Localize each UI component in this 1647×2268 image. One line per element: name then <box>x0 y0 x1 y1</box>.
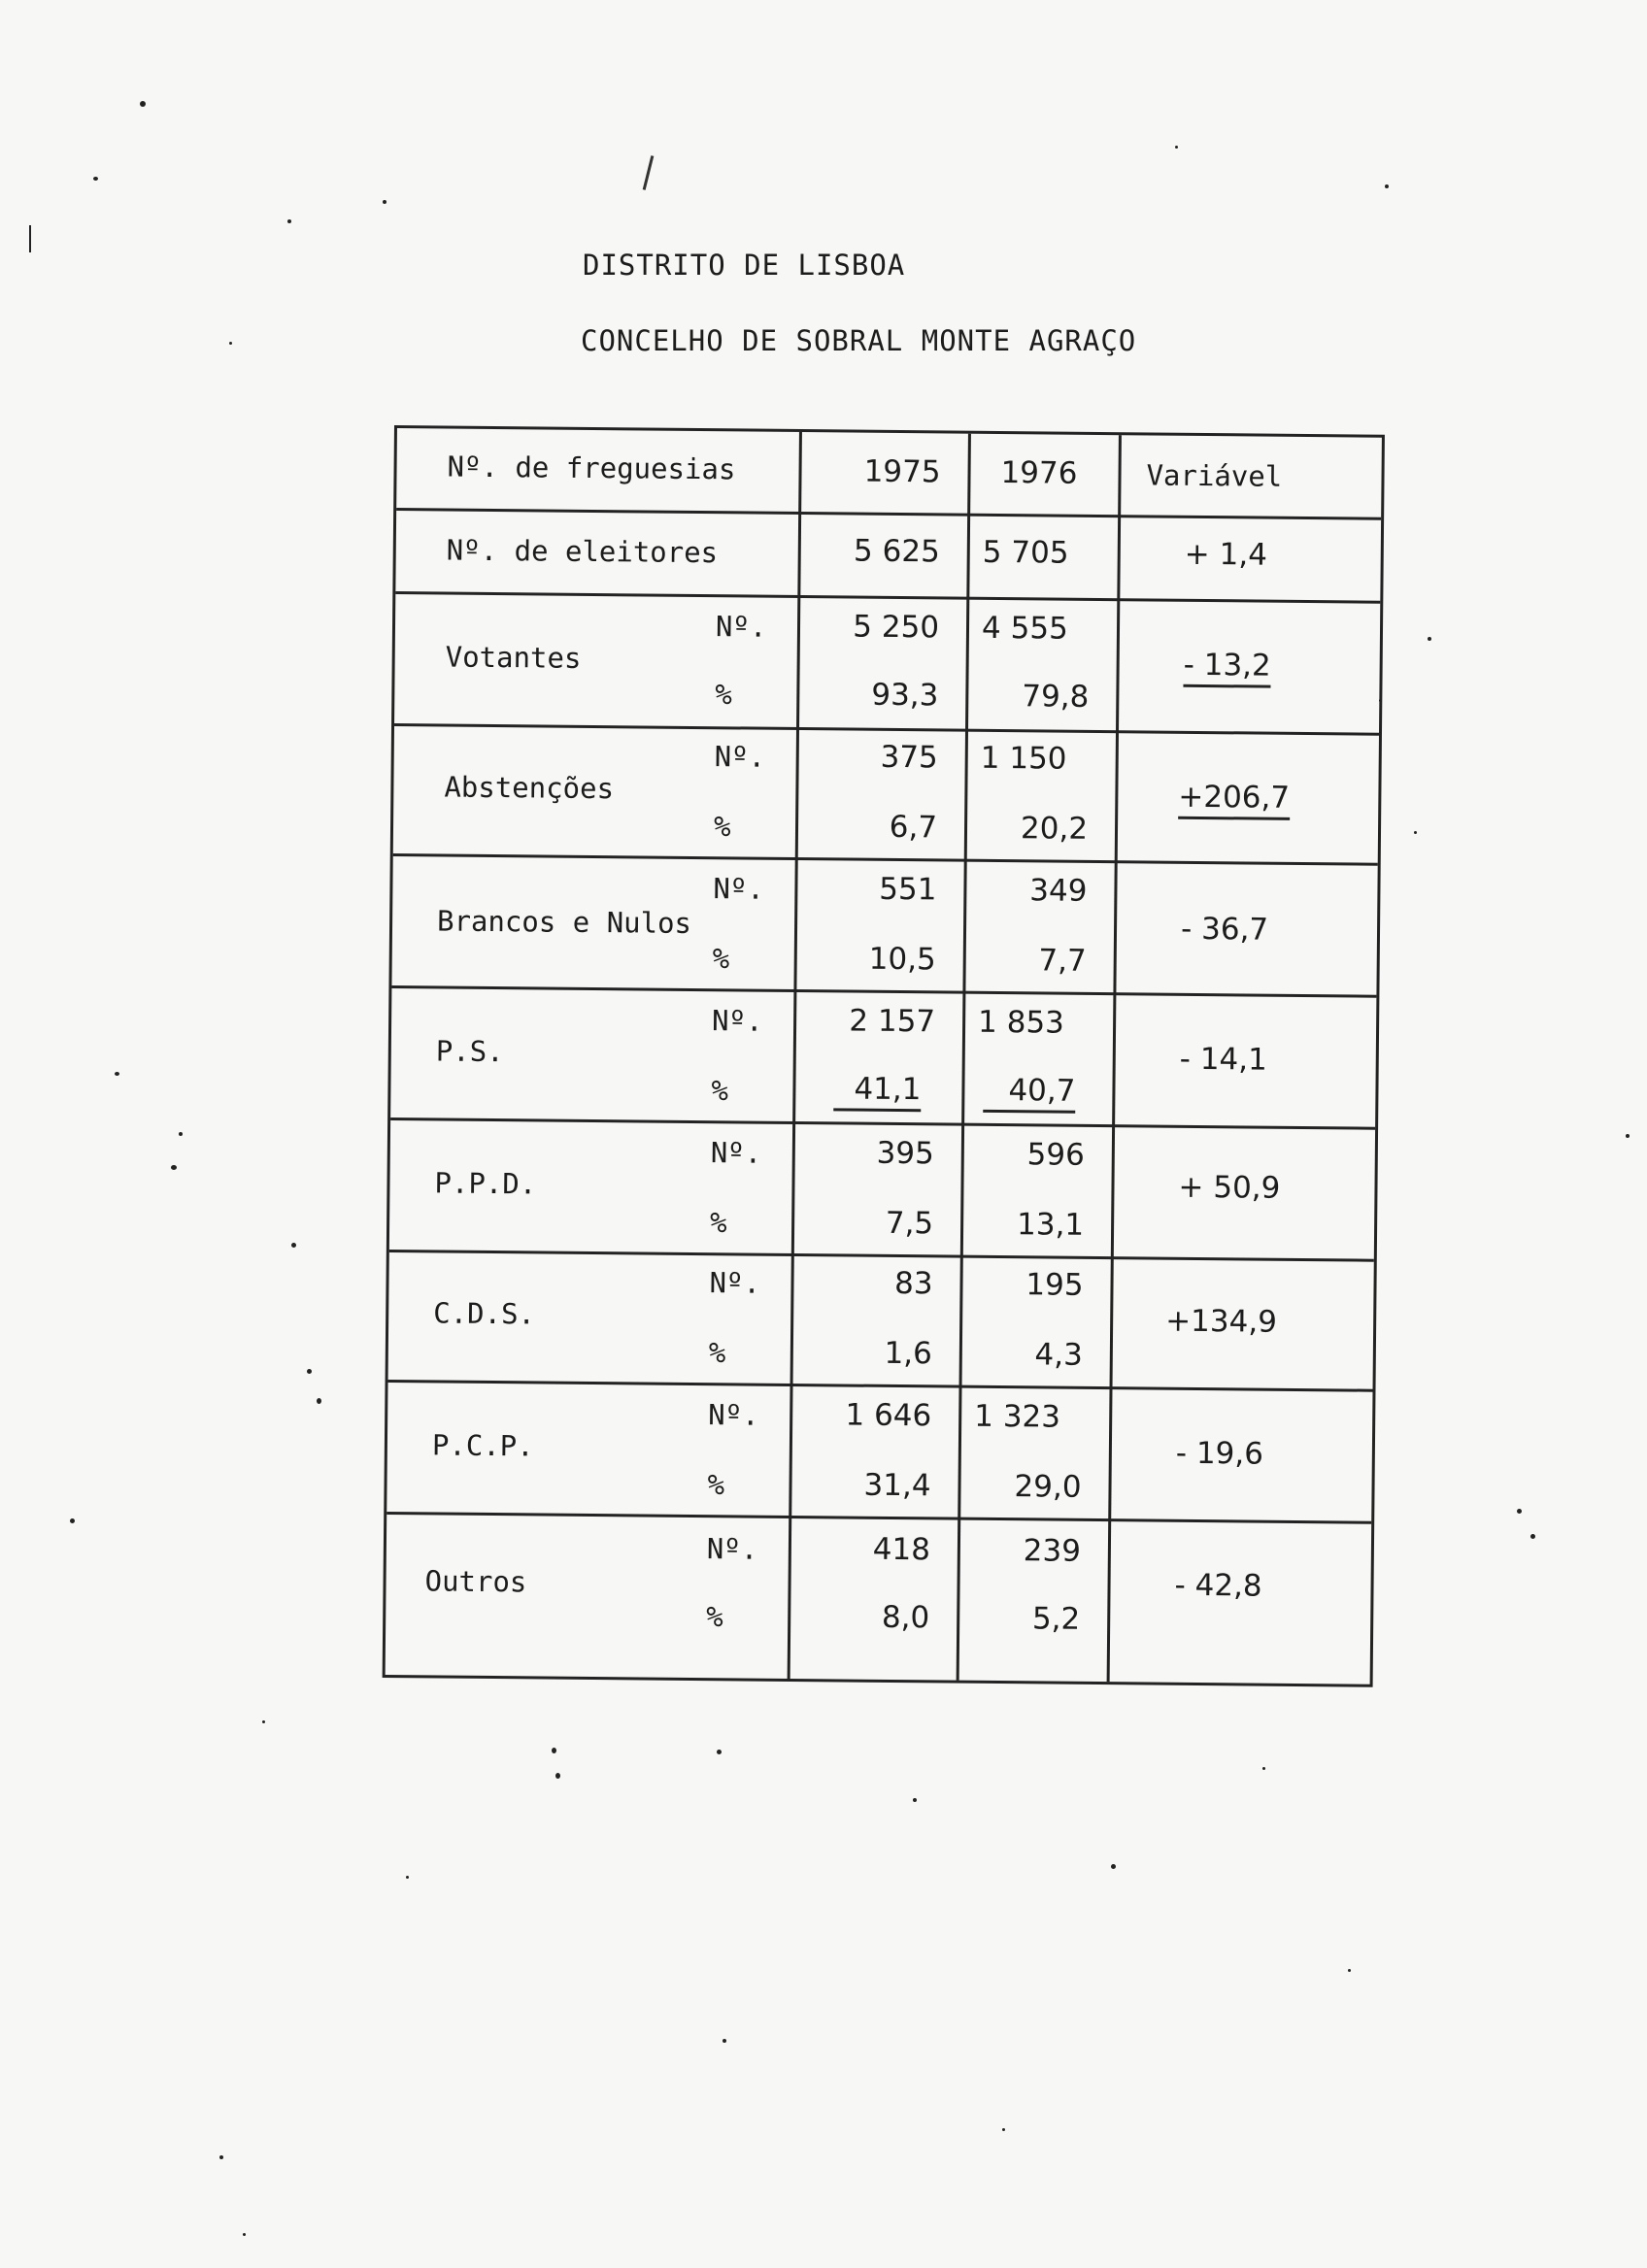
ppd-p1976: 13,1 <box>1016 1207 1085 1243</box>
pcp-variable: - 19,6 <box>1175 1435 1264 1472</box>
votantes-label: Votantes <box>445 640 582 675</box>
outros-label: Outros <box>424 1564 527 1599</box>
eleitores-1976: 5 705 <box>982 534 1069 571</box>
abstencoes-n1976: 1 150 <box>980 740 1067 777</box>
header-label: Nº. de freguesias <box>447 450 736 486</box>
ppd-pct-label: % <box>709 1206 727 1240</box>
votantes-pct-label: % <box>715 678 732 712</box>
pcp-label: P.C.P. <box>431 1428 534 1463</box>
eleitores-1975: 5 625 <box>853 533 940 570</box>
header-variable: Variável <box>1146 458 1283 493</box>
outros-p1975: 8,0 <box>881 1599 930 1636</box>
votantes-variable: - 13,2 <box>1183 648 1270 688</box>
brancos-no-label: Nº. <box>713 872 764 906</box>
outros-pct-label: % <box>706 1600 723 1634</box>
header-1976: 1976 <box>1000 454 1078 491</box>
outros-variable: - 42,8 <box>1174 1567 1262 1604</box>
ps-no-label: Nº. <box>711 1004 763 1038</box>
outros-p1976: 5,2 <box>1031 1601 1081 1637</box>
votantes-no-label: Nº. <box>715 610 767 644</box>
pcp-p1975: 31,4 <box>863 1467 931 1504</box>
votantes-p1976: 79,8 <box>1022 679 1090 715</box>
ps-n1976: 1 853 <box>977 1004 1065 1041</box>
cds-label: C.D.S. <box>433 1296 536 1331</box>
brancos-label: Brancos e Nulos <box>436 904 692 940</box>
eleitores-variable: + 1,4 <box>1184 536 1268 573</box>
outros-no-label: Nº. <box>706 1532 758 1566</box>
abstencoes-p1975: 6,7 <box>889 809 938 846</box>
ppd-n1976: 596 <box>1026 1137 1085 1173</box>
abstencoes-variable: +206,7 <box>1178 780 1290 820</box>
pcp-n1975: 1 646 <box>845 1397 932 1434</box>
ps-variable: - 14,1 <box>1179 1041 1268 1078</box>
brancos-n1976: 349 <box>1029 873 1088 909</box>
ps-p1975: 41,1 <box>833 1071 921 1112</box>
outros-n1976: 239 <box>1023 1533 1082 1569</box>
votantes-n1975: 5 250 <box>853 609 940 646</box>
pcp-p1976: 29,0 <box>1014 1469 1082 1505</box>
pcp-no-label: Nº. <box>708 1398 759 1432</box>
pcp-pct-label: % <box>707 1468 725 1502</box>
ppd-n1975: 395 <box>876 1135 934 1172</box>
abstencoes-pct-label: % <box>713 810 731 844</box>
election-table <box>383 425 1385 1687</box>
cds-p1976: 4,3 <box>1034 1337 1084 1373</box>
ppd-p1975: 7,5 <box>885 1205 934 1242</box>
brancos-p1975: 10,5 <box>868 941 936 978</box>
abstencoes-label: Abstenções <box>444 770 615 806</box>
pcp-n1976: 1 323 <box>974 1398 1061 1435</box>
cds-p1975: 1,6 <box>884 1335 933 1372</box>
cds-n1975: 83 <box>893 1265 933 1302</box>
eleitores-label: Nº. de eleitores <box>446 533 719 570</box>
abstencoes-no-label: Nº. <box>714 740 766 774</box>
votantes-n1976: 4 555 <box>981 610 1068 647</box>
abstencoes-p1976: 20,2 <box>1020 811 1089 847</box>
brancos-pct-label: % <box>712 942 730 976</box>
brancos-variable: - 36,7 <box>1180 911 1269 948</box>
brancos-p1976: 7,7 <box>1038 943 1087 979</box>
cds-variable: +134,9 <box>1165 1303 1278 1340</box>
ps-n1975: 2 157 <box>849 1003 936 1040</box>
ps-p1976: 40,7 <box>983 1073 1075 1114</box>
district-title: DISTRITO DE LISBOA <box>583 249 906 282</box>
ps-pct-label: % <box>711 1074 729 1108</box>
council-title: CONCELHO DE SOBRAL MONTE AGRAÇO <box>581 324 1137 357</box>
ppd-no-label: Nº. <box>710 1136 762 1170</box>
cds-pct-label: % <box>708 1336 726 1370</box>
ppd-label: P.P.D. <box>434 1166 537 1201</box>
pen-mark <box>643 155 655 190</box>
ps-label: P.S. <box>435 1034 504 1069</box>
outros-n1975: 418 <box>872 1531 931 1568</box>
ppd-variable: + 50,9 <box>1178 1169 1281 1206</box>
header-1975: 1975 <box>863 453 941 490</box>
brancos-n1975: 551 <box>879 871 937 908</box>
cds-n1976: 195 <box>1025 1267 1084 1303</box>
cds-no-label: Nº. <box>709 1266 761 1300</box>
abstencoes-n1975: 375 <box>880 739 938 776</box>
votantes-p1975: 93,3 <box>871 677 939 714</box>
